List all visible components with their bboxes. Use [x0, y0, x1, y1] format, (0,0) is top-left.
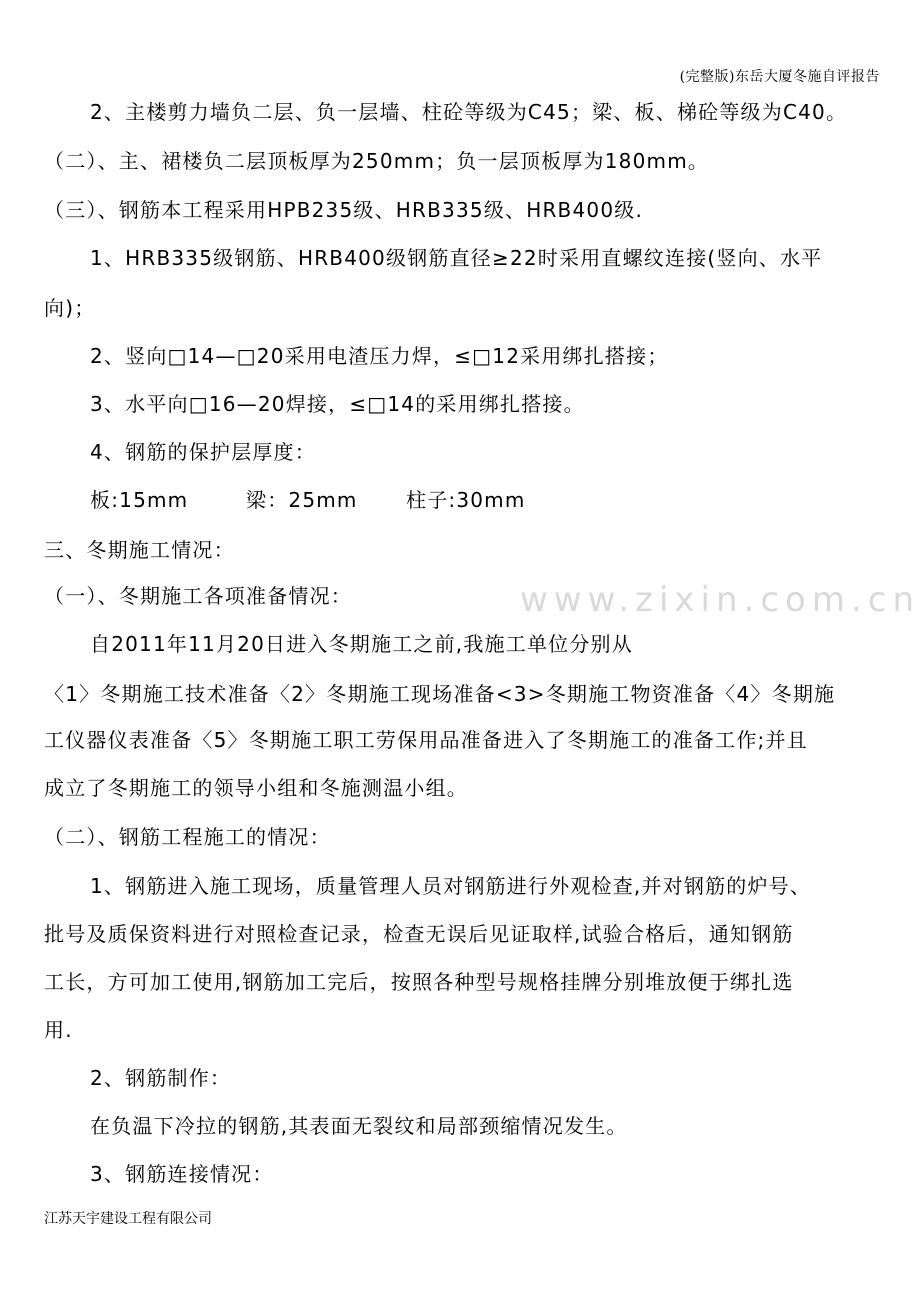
paragraph-line: 2、钢筋制作：	[90, 1066, 232, 1090]
subsection-heading: （二）、钢筋工程施工的情况：	[44, 825, 331, 849]
paragraph-line: 在负温下冷拉的钢筋,其表面无裂纹和局部颈缩情况发生。	[90, 1114, 628, 1138]
beam-cover: 梁：25mm	[246, 488, 358, 512]
paragraph-line: 工长，方可加工使用,钢筋加工完后，按照各种型号规格挂牌分别堆放便于绑扎选	[44, 970, 794, 994]
paragraph-line: 自2011年11月20日进入冬期施工之前,我施工单位分别从	[90, 632, 633, 656]
cover-thickness-row	[90, 488, 526, 512]
paragraph-line: 4、钢筋的保护层厚度：	[90, 440, 316, 464]
paragraph-line: 〈1〉冬期施工技术准备〈2〉冬期施工现场准备<3>冬期施工物资准备〈4〉冬期施	[44, 682, 836, 706]
column-cover: 柱子:30mm	[406, 488, 526, 512]
paragraph-line: 1、钢筋进入施工现场，质量管理人员对钢筋进行外观检查,并对钢筋的炉号、	[90, 874, 812, 898]
document-header: (完整版)东岳大厦冬施自评报告	[679, 69, 880, 85]
watermark: www.zixin.com.cn	[520, 580, 920, 620]
paragraph-line: （二）、主、裙楼负二层顶板厚为250mm；负一层顶板厚为180mm。	[44, 149, 710, 173]
paragraph-line: 3、钢筋连接情况：	[90, 1162, 274, 1186]
paragraph-line: 1、HRB335级钢筋、HRB400级钢筋直径≥22时采用直螺纹连接(竖向、水平	[90, 246, 823, 270]
paragraph-line: （三）、钢筋本工程采用HPB235级、HRB335级、HRB400级.	[44, 198, 644, 222]
paragraph-line: 批号及质保资料进行对照检查记录，检查无误后见证取样,试验合格后，通知钢筋	[44, 922, 794, 946]
subsection-heading: （一）、冬期施工各项准备情况：	[44, 584, 352, 608]
paragraph-line: 向)；	[44, 296, 96, 320]
paragraph-line: 用.	[44, 1018, 73, 1042]
paragraph-line: 3、水平向□16—20焊接，≤□14的采用绑扎搭接。	[90, 392, 585, 416]
paragraph-line: 2、竖向□14—□20采用电渣压力焊，≤□12采用绑扎搭接；	[90, 344, 669, 368]
paragraph-line: 工仪器仪表准备〈5〉冬期施工职工劳保用品准备进入了冬期施工的准备工作;并且	[44, 728, 808, 752]
section-heading: 三、冬期施工情况：	[44, 538, 235, 562]
paragraph-line: 2、主楼剪力墙负二层、负一层墙、柱砼等级为C45；梁、板、梯砼等级为C40。	[90, 100, 848, 124]
slab-cover: 板:15mm	[90, 488, 189, 512]
company-footer: 江苏天宇建设工程有限公司	[44, 1211, 212, 1227]
paragraph-line: 成立了冬期施工的领导小组和冬施测温小组。	[44, 776, 468, 800]
